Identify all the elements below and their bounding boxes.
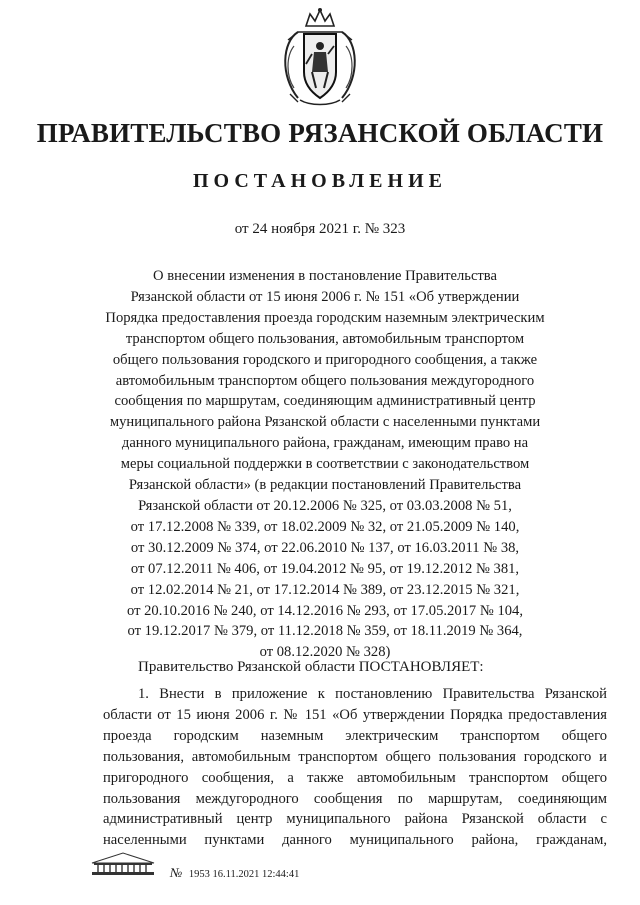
government-title: ПРАВИТЕЛЬСТВО РЯЗАНСКОЙ ОБЛАСТИ (36, 118, 604, 148)
body-line: пользования междугородного сообщения по маршрутам, соединяющим (103, 790, 607, 807)
document-date-number: от 24 ноября 2021 г. № 323 (234, 221, 406, 237)
body-line: населенными пунктами данного муниципального района, гражданам, (103, 832, 607, 849)
subject-line: от 19.12.2017 № 379, от 11.12.2018 № 359, от 18.11.2019 № 364, (127, 623, 523, 640)
subject-line: Рязанской области от 15 июня 2006 г. № 151 «Об утверждении (130, 288, 520, 305)
subject-line: муниципального района Рязанской области с населенными пунктами (109, 414, 541, 431)
subject-line: от 17.12.2008 № 339, от 18.02.2009 № 32, от 21.05.2009 № 140, (130, 518, 520, 535)
signature-mark: № (170, 865, 183, 880)
body-line: области от 15 июня 2006 г. № 151 «Об утверждении Порядка предоставления (103, 706, 607, 723)
body-line: пригородного сообщения, а также автомобильным транспортом общего (103, 769, 607, 786)
subject-line: Рязанской области» (в редакции постановлений Правительства (128, 477, 522, 494)
subject-line: О внесении изменения в постановление Правительства (153, 268, 497, 284)
body-line: проезда городским наземным электрическим транспортом общего (103, 727, 607, 744)
subject-line: от 30.12.2009 № 374, от 22.06.2010 № 137, от 16.03.2011 № 38, (130, 539, 520, 556)
subject-line: транспортом общего пользования, автомобильным транспортом (125, 330, 525, 347)
document-type: ПОСТАНОВЛЕНИЕ (193, 170, 447, 192)
ryazan-coat-of-arms-icon (268, 6, 372, 110)
body-line: административный центр муниципального района Рязанской области с (103, 811, 607, 828)
body-line: 1. Внести в приложение к постановлению Правительства Рязанской (138, 686, 607, 702)
subject-line: данного муниципального района, гражданам, имеющим право на (121, 435, 529, 452)
registration-number-timestamp: 1953 16.11.2021 12:44:41 (188, 869, 300, 880)
resolves-clause: Правительство Рязанской области ПОСТАНОВЛЯЕТ: (138, 659, 484, 675)
subject-line: от 08.12.2020 № 328) (259, 644, 391, 661)
subject-line: автомобильным транспортом общего пользования междугородного (115, 372, 535, 389)
body-paragraph (103, 684, 607, 851)
subject-line: общего пользования городского и пригородного сообщения, а также (112, 351, 538, 368)
registration-stamp (170, 865, 299, 881)
government-building-icon (88, 851, 158, 877)
subject-line: от 07.12.2011 № 406, от 19.04.2012 № 95, от 19.12.2012 № 381, (130, 560, 520, 577)
subject-line: от 12.02.2014 № 21, от 17.12.2014 № 389, от 23.12.2015 № 321, (130, 581, 520, 598)
subject-line: сообщения по маршрутам, соединяющим административный центр (114, 393, 536, 410)
body-line: пользования, автомобильным транспортом общего пользования городского и (103, 748, 607, 765)
subject-line: Порядка предоставления проезда городским наземным электрическим (105, 309, 545, 326)
subject-line: Рязанской области от 20.12.2006 № 325, от 03.03.2008 № 51, (138, 497, 512, 514)
subject-line: меры социальной поддержки в соответствии с законодательством (120, 456, 530, 473)
subject-line: от 20.10.2016 № 240, от 14.12.2016 № 293, от 17.05.2017 № 104, (127, 602, 523, 619)
document-subject (86, 266, 564, 663)
